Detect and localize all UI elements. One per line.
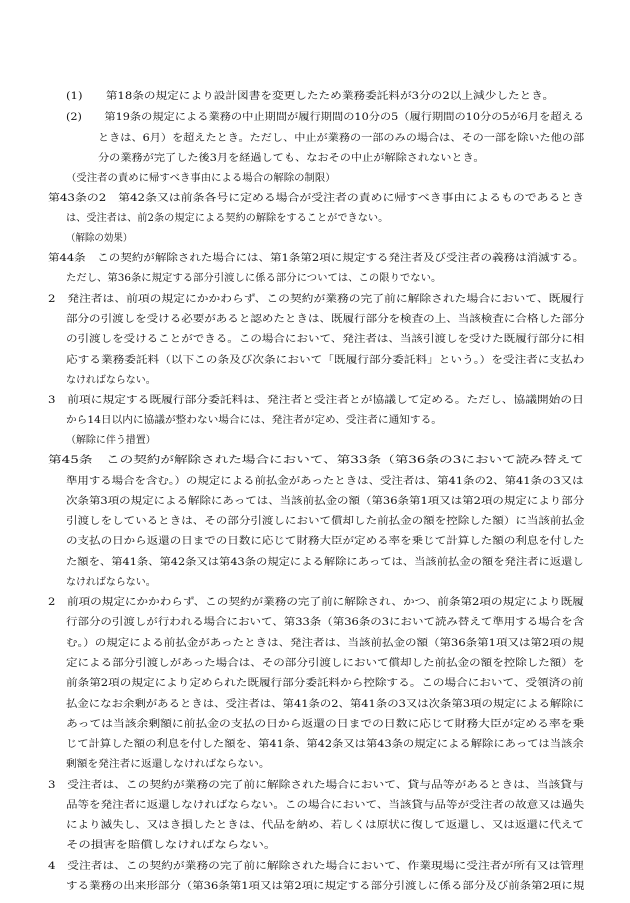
clause-42-item-1: (1) 第18条の規定により設計図書を変更したため業務委託料が3分の2以上減少したとき。 (66, 91, 555, 102)
clause-45-cont: なければならない。 (66, 577, 156, 588)
clause-45-cont: の支払の日から返還の日までの日数に応じて財務大臣が定める率を乗じて計算した額の利息を付した (66, 536, 585, 547)
clause-44-para-2-cont: 部分の引渡しを受ける必要があると認めたときは、既履行部分を検査の上、当該検査に合格した部分 (66, 314, 585, 325)
clause-45-para-2-cont: 定による部分引渡しがあった場合は、その部分引渡しにおいて償却した前払金の額を控除した額）を (66, 658, 585, 669)
clause-45: 第45条 この契約が解除された場合において、第33条（第36条の3において読み替えて (48, 455, 584, 466)
clause-45-para-2-cont: 行部分の引渡しが行われる場合において、第33条（第36条の3において読み替えて準用する場合を含 (66, 617, 585, 628)
clause-44-para-2-cont: なければならない。 (66, 375, 156, 386)
clause-45-para-2-cont: 剰額を発注者に返還しなければならない。 (66, 759, 270, 770)
clause-45-para-3-cont: その損害を賠償しなければならない。 (66, 840, 277, 851)
clause-44-cont: ただし、第36条に規定する部分引渡しに係る部分については、この限りでない。 (66, 273, 442, 284)
clause-45-para-3-cont: 品等を発注者に返還しなければならない。この場合において、当該貸与品等が受注者の故意又は過失 (66, 800, 585, 811)
clause-45-para-3: 3 受注者は、この契約が業務の完了前に解除された場合において、貸与品等があるときは、当該貸与 (48, 780, 584, 791)
clause-45-para-4: 4 受注者は、この契約が業務の完了前に解除された場合において、作業現場に受注者が所有又は管理 (48, 861, 584, 872)
clause-44-para-3: 3 前項に規定する既履行部分委託料は、発注者と受注者とが協議して定める。ただし、協議開始の日 (48, 395, 584, 406)
clause-45-cont: 引渡しをしているときは、その部分引渡しにおいて償却した前払金の額を控除した額）に当該前払金 (66, 516, 585, 527)
clause-43-2: 第43条の2 第42条又は前条各号に定める場合が受注者の責めに帰すべき事由によるものであるとき (48, 193, 585, 204)
clause-45-cont: 準用する場合を含む。）の規定による前払金があったときは、受注者は、第41条の2、第41条の3又は (66, 476, 584, 487)
clause-45-para-2: 2 前項の規定にかかわらず、この契約が業務の完了前に解除され、かつ、前条第2項の規定により既履 (48, 597, 584, 608)
clause-42-item-2-cont: 分の業務が完了した後3月を経過しても、なおその中止が解除されないとき。 (98, 153, 485, 164)
clause-45-para-2-cont: む。）の規定による前払金があったときは、発注者は、当該前払金の額（第36条第1項又は第2項の規 (66, 638, 584, 649)
clause-44-para-2-cont: 応する業務委託料（以下この条及び次条において「既履行部分委託料」という。）を受注者に支払わ (66, 355, 585, 366)
clause-45-para-2-cont: 払金になお余剰があるときは、受注者は、第41条の2、第41条の3又は次条第3項の規定による解除に (66, 699, 585, 710)
section-heading: （解除の効果） (66, 233, 133, 244)
clause-45-para-2-cont: 前条第2項の規定により定められた既履行部分委託料から控除する。この場合において、受領済の前 (66, 678, 584, 689)
clause-45-cont: た額を、第41条、第42条又は第43条の規定による解除にあっては、当該前払金の額を発注者に返還し (66, 557, 584, 568)
clause-45-para-2-cont: あっては当該余剰額に前払金の支払の日から返還の日までの日数に応じて財務大臣が定める率を乗 (66, 719, 585, 730)
section-heading: （解除に伴う措置） (66, 435, 156, 446)
clause-45-cont: 次条第3項の規定による解除にあっては、当該前払金の額（第36条第1項又は第2項の規定により部分 (66, 496, 585, 507)
clause-45-para-4-cont: する業務の出来形部分（第36条第1項又は第2項に規定する部分引渡しに係る部分及び前条第2項に規 (66, 881, 585, 892)
clause-45-para-3-cont: により滅失し、又はき損したときは、代品を納め、若しくは原状に復して返還し、又は返還に代えて (66, 820, 585, 831)
clause-43-2-cont: は、受注者は、前2条の規定による契約の解除をすることができない。 (66, 213, 389, 224)
clause-44-para-2: 2 発注者は、前項の規定にかかわらず、この契約が業務の完了前に解除された場合において、既履行 (48, 294, 584, 305)
clause-45-para-2-cont: じて計算した額の利息を付した額を、第41条、第42条又は第43条の規定による解除にあっては当該余 (66, 739, 584, 750)
clause-44-para-3-cont: から14日以内に協議が整わない場合には、発注者が定め、受注者に通知する。 (66, 415, 442, 426)
clause-44: 第44条 この契約が解除された場合には、第1条第2項に規定する発注者及び受注者の義務は消滅する。 (48, 253, 585, 264)
section-heading: （受注者の責めに帰すべき事由による場合の解除の制限） (66, 173, 336, 184)
clause-44-para-2-cont: の引渡しを受けることができる。この場合において、発注者は、当該引渡しを受けた既履行部分に相 (66, 334, 585, 345)
clause-42-item-2-cont: ときは、6月）を超えたとき。ただし、中止が業務の一部のみの場合は、その一部を除いた他の部 (98, 133, 585, 144)
clause-42-item-2: (2) 第19条の規定による業務の中止期間が履行期間の10分の5（履行期間の10分の5が6月を超える (66, 112, 585, 123)
